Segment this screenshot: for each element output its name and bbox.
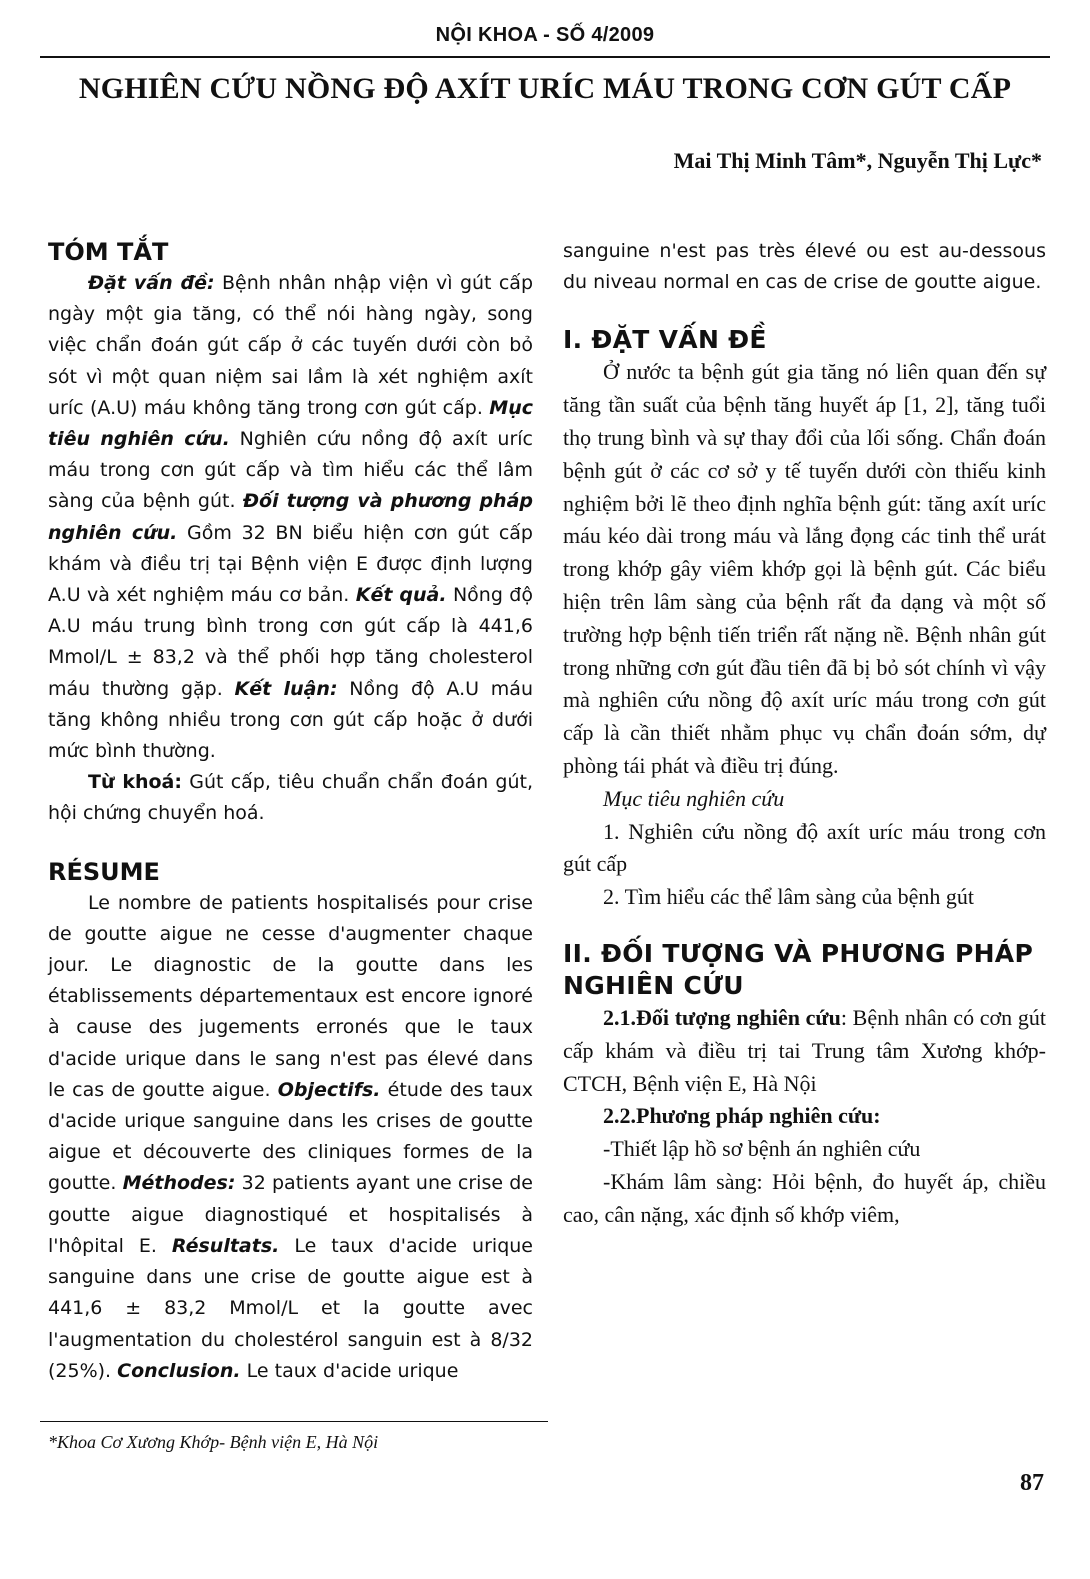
- resume-label-results: Résultats.: [171, 1234, 280, 1257]
- abstract-text-methods: Gồm 32 BN biểu hiện cơn gút cấp khám và điều trị tại Bệnh viện E được định lượng A.U và xét nghiệm máu cơ bản.: [48, 521, 533, 607]
- subsection-2-2-label: 2.2.Phương pháp nghiên cứu:: [603, 1103, 881, 1129]
- abstract-text-objective: Nghiên cứu nồng độ axít uríc máu trong cơn gút cấp và tìm hiểu các thể lâm sàng của bệnh gút.: [48, 428, 533, 513]
- resume-paragraph: [48, 888, 533, 1387]
- abstract-heading: TÓM TẮT: [48, 238, 169, 266]
- abstract-label-methods: Đối tượng và phương pháp nghiên cứu.: [48, 490, 533, 544]
- resume-text-intro: Le nombre de patients hospitalisés pour crise de goutte aigue ne cesse d'augmenter chaque jour. Le diagnostic de la goutte dans les établissements départementaux est encore ignoré à cause des jugements erronés que le taux d'acide urique dans le sang n'est pas élevé dans le cas de goutte aigue.: [48, 891, 533, 1101]
- resume-label-methods: Méthodes:: [122, 1172, 236, 1195]
- footnote-rule: [40, 1421, 548, 1422]
- objectives-heading: Mục tiêu nghiên cứu: [603, 785, 785, 811]
- resume-label-conclusion: Conclusion.: [117, 1359, 241, 1382]
- resume-text-results: Le taux d'acide urique sanguine dans une crise de goutte aigue est à 441,6 ± 83,2 Mmol/L et la goutte avec l'augmentation du cholestérol sanguin est à 8/32 (25%).: [48, 1234, 533, 1382]
- subsection-2-1-text: : Bệnh nhân có cơn gút cấp khám và điều trị tai Trung tâm Xương khớp-CTCH, Bệnh viện E, Hà Nội: [563, 1004, 1046, 1096]
- resume-text-methods: 32 patients ayant une crise de goutte aigue diagnostiqué et hospitalisés à l'hôpital E.: [48, 1172, 533, 1257]
- method-item-2: -Khám lâm sàng: Hỏi bệnh, đo huyết áp, chiều cao, cân nặng, xác định số khớp viêm,: [563, 1168, 1046, 1227]
- page-number: 87: [1020, 1470, 1044, 1496]
- abstract-text-conclusion: Nồng độ A.U máu tăng không nhiều trong cơn gút cấp hoặc ở dưới mức bình thường.: [48, 677, 533, 763]
- header-rule: [40, 56, 1050, 58]
- abstract-label-background: Đặt vấn đề:: [88, 272, 215, 294]
- left-column: [48, 236, 533, 1387]
- objective-2: 2. Tìm hiểu các thể lâm sàng của bệnh gút: [603, 884, 975, 910]
- keywords-label: Từ khoá:: [88, 771, 182, 794]
- abstract-paragraph: [48, 268, 533, 767]
- objective-1: 1. Nghiên cứu nồng độ axít uríc máu trong cơn gút cấp: [563, 818, 1046, 877]
- journal-header: NỘI KHOA - SỐ 4/2009: [435, 24, 655, 46]
- section1-heading: I. ĐẶT VẤN ĐỀ: [563, 325, 767, 355]
- abstract-label-conclusion: Kết luận:: [234, 677, 338, 700]
- authors: Mai Thị Minh Tâm*, Nguyễn Thị Lực*: [673, 148, 1042, 173]
- method-item-1: -Thiết lập hồ sơ bệnh án nghiên cứu: [603, 1136, 921, 1162]
- article-title: NGHIÊN CỨU NỒNG ĐỘ AXÍT URÍC MÁU TRONG CƠN GÚT CẤP: [78, 72, 1012, 105]
- resume-label-objectives: Objectifs.: [277, 1078, 381, 1101]
- abstract-text-results: Nồng độ A.U máu trung bình trong cơn gút cấp là 441,6 Mmol/L ± 83,2 và thể phối hợp tăng cholesterol máu thường gặp.: [48, 584, 533, 700]
- subsection-2-1: [563, 1002, 1046, 1100]
- abstract-label-objective: Mục tiêu nghiên cứu.: [48, 396, 533, 451]
- right-column: [563, 236, 1046, 1232]
- resume-continued: sanguine n'est pas très élevé ou est au-dessous du niveau normal en cas de crise de goutte aigue.: [563, 240, 1046, 294]
- section2-heading: II. ĐỐI TƯỢNG VÀ PHƯƠNG PHÁP NGHIÊN CỨU: [563, 938, 1034, 1000]
- subsection-2-1-label: 2.1.Đối tượng nghiên cứu: [603, 1004, 841, 1030]
- resume-text-objectives: étude des taux d'acide urique sanguine dans les crises de goutte aigue et découverte des cliniques formes de la goutte.: [48, 1078, 533, 1195]
- keywords-text: Gút cấp, tiêu chuẩn chẩn đoán gút, hội chứng chuyển hoá.: [48, 771, 533, 825]
- resume-heading: RÉSUME: [48, 857, 160, 886]
- section1-paragraph: Ở nước ta bệnh gút gia tăng nó liên quan đến sự tăng tần suất của bệnh tăng huyết áp [1, 2], tăng tuổi thọ trung bình và sự thay đổi của lối sống. Chẩn đoán bệnh gút ở các cơ sở y tế tuyến dưới còn thiếu kinh nghiệm bởi lẽ theo định nghĩa bệnh gút: tăng axít uríc máu kéo dài trong máu và lắng đọng các tinh thể urát trong khớp gây viêm khớp gọi là bệnh gút. Các biểu hiện trên lâm sàng của bệnh rất đa dạng và một số trường hợp bệnh tiến triển rất nặng nề. Bệnh nhân gút trong những cơn gút đầu tiên đã bị bỏ sót chính vì vậy mà nghiên cứu nồng độ axít uríc máu trong cơn gút cấp là cần thiết nhằm phục vụ chẩn đoán sớm, dự phòng tái phát và điều trị đúng.: [563, 359, 1046, 778]
- abstract-text-background: Bệnh nhân nhập viện vì gút cấp ngày một gia tăng, có thể nói hàng ngày, song việc chẩn đoán gút cấp ở các tuyến dưới còn bỏ sót vì một quan niệm sai lầm là xét nghiệm axít uríc (A.U) máu không tăng trong cơn gút cấp.: [48, 272, 534, 419]
- abstract-label-results: Kết quả.: [355, 584, 447, 607]
- resume-text-conclusion: Le taux d'acide urique: [240, 1359, 459, 1382]
- keywords-paragraph: [48, 767, 533, 829]
- footnote: *Khoa Cơ Xương Khớp- Bệnh viện E, Hà Nội: [48, 1432, 379, 1452]
